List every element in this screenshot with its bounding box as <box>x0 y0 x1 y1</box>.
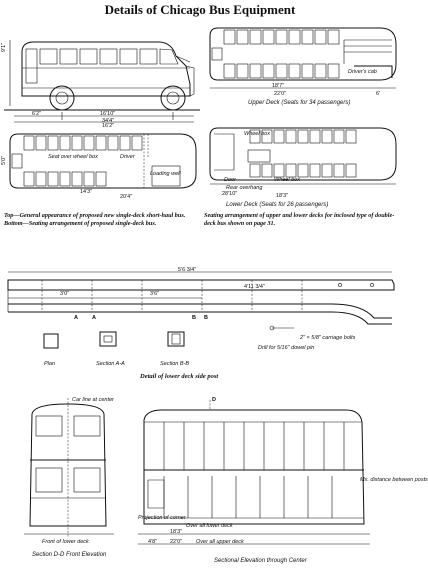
front-lower-deck-label: Front of lower deck <box>42 539 89 545</box>
section-aa-label: Section A-A <box>96 361 125 367</box>
sectional-elevation-drawing <box>134 397 398 550</box>
marker-b-1: B <box>192 315 196 321</box>
page-title: Details of Chicago Bus Equipment <box>104 2 296 17</box>
single-plan-dim-c: 14'3" <box>80 189 93 195</box>
section-dim-c: 4'8" <box>148 539 158 545</box>
max-distance-label: Mx. distance between posts <box>360 477 428 483</box>
lower-deck-dim-b: 18'3" <box>276 193 289 199</box>
post-dim-a: 5'6 3/4" <box>178 267 197 273</box>
section-marker-d: D <box>212 397 216 403</box>
bus-overall-dim: 34'4" <box>102 118 115 124</box>
loading-well-label: Loading well <box>150 171 181 177</box>
upper-deck-label: Upper Deck (Seats for 34 passengers) <box>248 100 351 106</box>
wheel-box-label-top: Wheel box <box>244 131 270 137</box>
section-dim-b: 18'3" <box>170 529 183 535</box>
section-bb-label: Section B-B <box>160 361 190 367</box>
post-dim-c: 3'0" <box>60 291 70 297</box>
post-dim-b: 4'11 3/4" <box>244 284 265 290</box>
over-all-lower-label: Over all lower deck <box>186 523 233 529</box>
drivers-cab-label: Driver's cab <box>348 69 377 75</box>
section-dim-a: 22'0" <box>170 539 183 545</box>
sectional-elevation-caption: Sectional Elevation through Center <box>214 558 307 564</box>
upper-deck-plan <box>204 22 400 94</box>
marker-a-1: A <box>74 315 78 321</box>
single-plan-dim-d: 5'0" <box>1 155 7 165</box>
front-elevation-drawing <box>4 398 134 550</box>
side-post-caption: Detail of lower deck side post <box>140 373 219 380</box>
single-plan-dim-b: 20'4" <box>120 194 133 200</box>
lower-deck-dim-a: 28'10" <box>222 191 238 197</box>
driver-label: Driver <box>120 154 135 160</box>
wheel-box-label-bottom: Wheel box <box>274 177 300 183</box>
upper-deck-dim-b: 22'0" <box>274 91 287 97</box>
front-elevation-caption: Section D-D Front Elevation <box>32 552 107 558</box>
bus-height-dim: 9'1" <box>1 42 7 52</box>
plan-label: Plan <box>44 361 56 367</box>
marker-b-2: B <box>204 315 208 321</box>
seat-wheel-box-label: Seat over wheel box <box>48 154 98 160</box>
car-line-label: Car line at center <box>72 397 114 403</box>
post-dim-d: 3'6" <box>150 291 160 297</box>
lower-deck-label: Lower Deck (Seats for 26 passengers) <box>226 202 329 208</box>
bus-front-dim: 6'2" <box>32 111 42 117</box>
corner-projection-label: Projection of corner <box>138 515 186 521</box>
single-deck-plan <box>1 128 200 196</box>
single-plan-dim-a: 16'2" <box>102 123 115 129</box>
carriage-bolts-label: 2" × 5/8" carriage bolts <box>300 335 356 341</box>
upper-deck-dim-c: 6' <box>376 91 381 97</box>
bus-wheelbase-dim: 16'10" <box>100 111 116 117</box>
upper-deck-dim-a: 18'7" <box>272 83 285 89</box>
rear-overhang-label: Rear overhang <box>226 185 263 191</box>
door-label: Door <box>224 177 236 183</box>
marker-a-2: A <box>92 315 96 321</box>
over-all-upper-label: Over all upper deck <box>196 539 244 545</box>
caption-left: Top—General appearance of proposed new single-deck short-haul bus. Bottom—Seating arrangement of proposed single-deck bus. <box>4 212 186 227</box>
side-post-drawing <box>2 268 398 364</box>
caption-right: Seating arrangement of upper and lower decks for inclosed type of double-deck bus shown on page 31. <box>204 212 395 227</box>
dowel-pin-label: Drill for 5/16" dowel pin <box>258 345 315 351</box>
